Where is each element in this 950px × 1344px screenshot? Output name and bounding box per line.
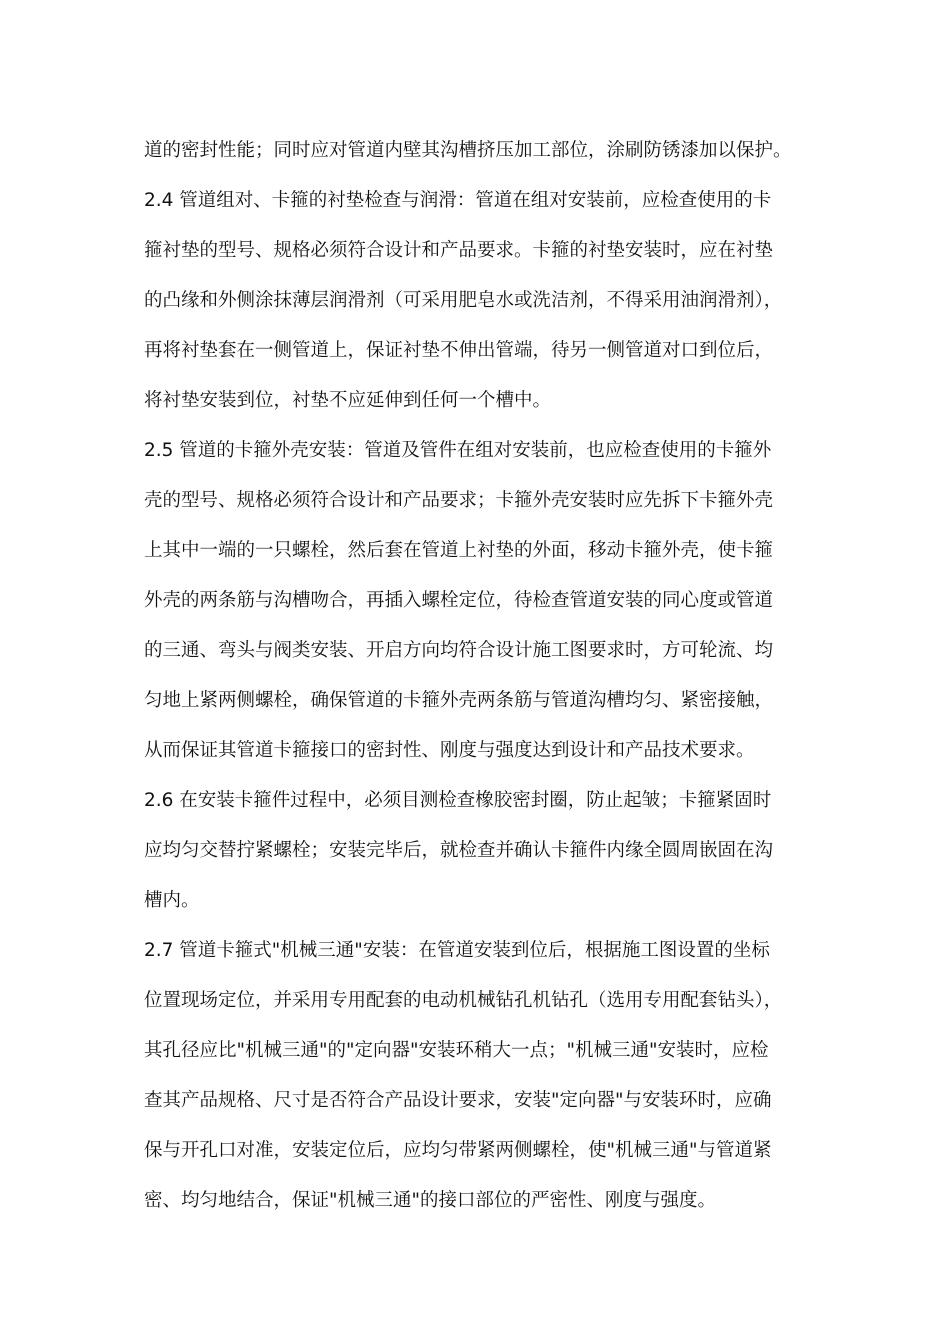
- text-line: 从而保证其管道卡箍接口的密封性、刚度与强度达到设计和产品技术要求。: [144, 740, 755, 761]
- text-line: 应均匀交替拧紧螺栓；安装完毕后，就检查并确认卡箍件内缘全圆周嵌固在沟: [144, 840, 774, 861]
- text-line: 将衬垫安装到位，衬垫不应延伸到任何一个槽中。: [144, 390, 552, 411]
- text-line: 匀地上紧两侧螺栓，确保管道的卡箍外壳两条筋与管道沟槽均匀、紧密接触，: [144, 690, 774, 711]
- text-line: 槽内。: [144, 890, 200, 911]
- text-line: 2.5 管道的卡箍外壳安装：管道及管件在组对安装前，也应检查使用的卡箍外: [144, 440, 772, 461]
- text-line: 的三通、弯头与阀类安装、开启方向均符合设计施工图要求时，方可轮流、均: [144, 640, 774, 661]
- text-line: 道的密封性能；同时应对管道内壁其沟槽挤压加工部位，涂刷防锈漆加以保护。: [144, 140, 792, 161]
- text-line: 2.4 管道组对、卡箍的衬垫检查与润滑：管道在组对安装前，应检查使用的卡: [144, 190, 772, 211]
- text-line: 其孔径应比"机械三通"的"定向器"安装环稍大一点；"机械三通"安装时，应检: [144, 1040, 769, 1061]
- text-line: 位置现场定位，并采用专用配套的电动机械钻孔机钻孔（选用专用配套钻头），: [144, 990, 783, 1011]
- text-line: 保与开孔口对准，安装定位后，应均匀带紧两侧螺栓，使"机械三通"与管道紧: [144, 1140, 772, 1161]
- text-line: 再将衬垫套在一侧管道上，保证衬垫不伸出管端，待另一侧管道对口到位后，: [144, 340, 774, 361]
- document-body: [144, 126, 834, 1226]
- text-line: 箍衬垫的型号、规格必须符合设计和产品要求。卡箍的衬垫安装时，应在衬垫: [144, 240, 774, 261]
- text-line: 的凸缘和外侧涂抹薄层润滑剂（可采用肥皂水或洗洁剂，不得采用油润滑剂），: [144, 290, 783, 311]
- text-line: 查其产品规格、尺寸是否符合产品设计要求，安装"定向器"与安装环时，应确: [144, 1090, 772, 1111]
- text-line: 壳的型号、规格必须符合设计和产品要求；卡箍外壳安装时应先拆下卡箍外壳: [144, 490, 774, 511]
- text-line: 上其中一端的一只螺栓，然后套在管道上衬垫的外面，移动卡箍外壳，使卡箍: [144, 540, 774, 561]
- text-line: 密、均匀地结合，保证"机械三通"的接口部位的严密性、刚度与强度。: [144, 1190, 717, 1211]
- text-line: 2.7 管道卡箍式"机械三通"安装：在管道安装到位后，根据施工图设置的坐标: [144, 940, 770, 961]
- text-line: 2.6 在安装卡箍件过程中，必须目测检查橡胶密封圈，防止起皱；卡箍紧固时: [144, 790, 772, 811]
- text-line: 外壳的两条筋与沟槽吻合，再插入螺栓定位，待检查管道安装的同心度或管道: [144, 590, 774, 611]
